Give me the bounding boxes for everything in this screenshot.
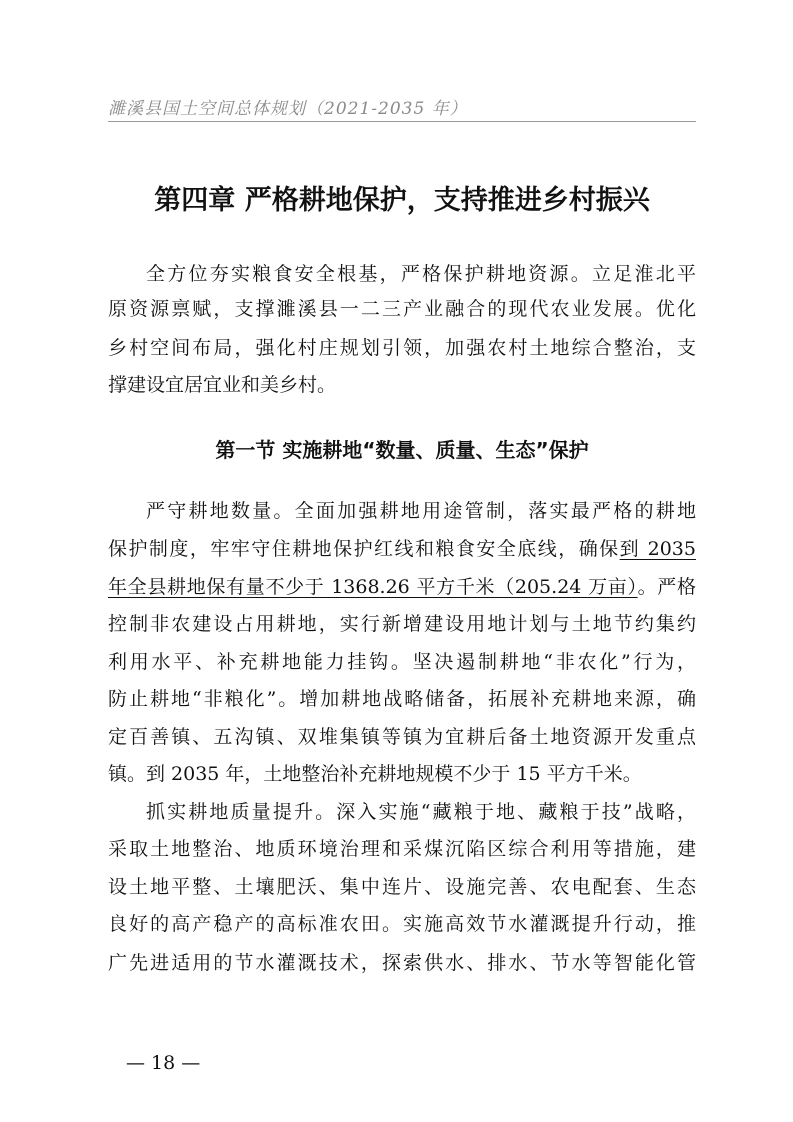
paragraph-text: 保护制度，牢牢守住耕地保护红线和粮食安全底线，确保 [108,538,620,560]
paragraph-line: 控制非农建设占用耕地，实行新增建设用地计划与土地节约集约 [108,613,696,635]
intro-line: 乡村空间布局，强化村庄规划引领，加强农村土地综合整治，支 [108,337,696,359]
paragraph-line: 抓实耕地质量提升。深入实施“藏粮于地、藏粮于技”战略， [146,801,696,823]
paragraph-line: 良好的高产稳产的高标准农田。实施高效节水灌溉提升行动，推 [108,913,696,935]
header-rule [108,121,696,122]
paragraph-line: 利用水平、补充耕地能力挂钩。坚决遏制耕地“非农化”行为， [108,651,696,673]
paragraph-line: 采取土地整治、地质环境治理和采煤沉陷区综合利用等措施，建 [108,838,696,860]
intro-line: 撑建设宜居宜业和美乡村。 [108,374,337,396]
underlined-target-text: 到 2035 [619,538,696,560]
intro-line: 原资源禀赋，支撑濉溪县一二三产业融合的现代农业发展。优化 [108,298,696,320]
paragraph-line [108,570,696,604]
paragraph-line [108,532,696,566]
paragraph-line: 广先进适用的节水灌溉技术，探索供水、排水、节水等智能化管 [108,952,696,974]
intro-line: 全方位夯实粮食安全根基，严格保护耕地资源。立足淮北平 [146,263,696,285]
paragraph-line: 镇。到 2035 年，土地整治补充耕地规模不少于 15 平方千米。 [108,763,642,785]
page-number: — 18 — [126,1052,201,1074]
paragraph-line: 严守耕地数量。全面加强耕地用途管制，落实最严格的耕地 [146,500,696,522]
paragraph-text: 。严格 [637,576,696,598]
paragraph-line: 防止耕地“非粮化”。增加耕地战略储备，拓展补充耕地来源，确 [108,688,696,710]
underlined-target-text: 年全县耕地保有量不少于 1368.26 平方千米（205.24 万亩） [108,576,638,598]
chapter-title: 第四章 严格耕地保护，支持推进乡村振兴 [154,185,650,216]
section-title: 第一节 实施耕地“数量、质量、生态”保护 [215,438,589,462]
paragraph-line: 设土地平整、土壤肥沃、集中连片、设施完善、农电配套、生态 [108,876,696,898]
running-header: 濉溪县国土空间总体规划（2021-2035 年） [108,99,468,119]
paragraph-line: 定百善镇、五沟镇、双堆集镇等镇为宜耕后备土地资源开发重点 [108,726,696,748]
